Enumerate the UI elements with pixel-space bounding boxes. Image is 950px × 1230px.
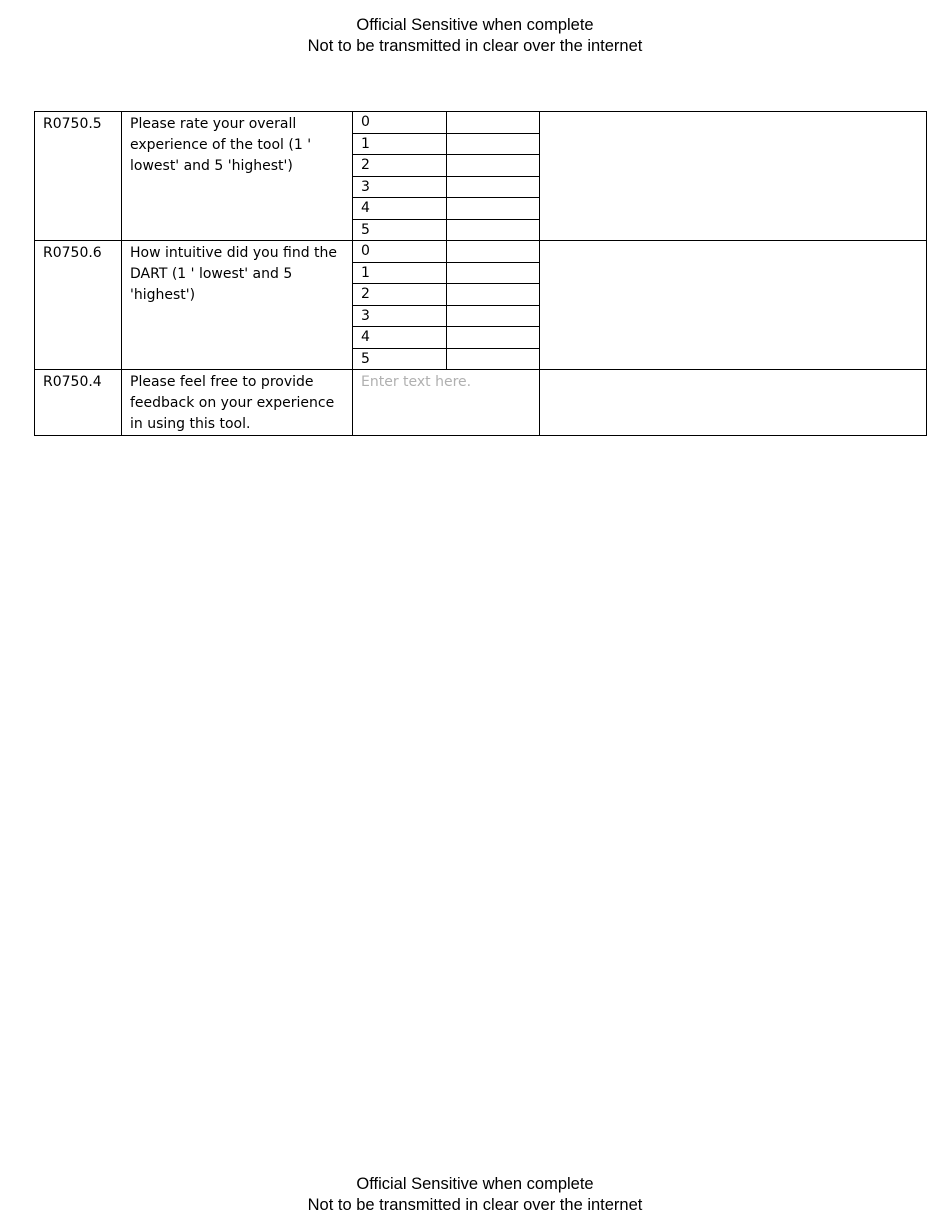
- rating-option[interactable]: [353, 327, 539, 349]
- footer-line-1: Official Sensitive when complete: [356, 1175, 594, 1193]
- rating-option-label: 3: [353, 305, 446, 327]
- rating-options: [353, 241, 540, 370]
- question-code: R0750.5: [35, 112, 122, 241]
- question-code: R0750.6: [35, 241, 122, 370]
- rating-option-checkbox[interactable]: [446, 241, 539, 262]
- rating-option[interactable]: [353, 348, 539, 369]
- rating-option-checkbox[interactable]: [446, 284, 539, 306]
- feedback-text-field[interactable]: Enter text here.: [353, 370, 540, 436]
- security-marking-header: [0, 15, 950, 57]
- question-text: Please rate your overall experience of the tool (1 ' lowest' and 5 'highest'): [122, 112, 353, 241]
- rating-option-label: 2: [353, 284, 446, 306]
- rating-option[interactable]: [353, 305, 539, 327]
- comment-cell[interactable]: [540, 241, 927, 370]
- rating-option-checkbox[interactable]: [446, 112, 539, 133]
- question-code: R0750.4: [35, 370, 122, 436]
- rating-option-label: 3: [353, 176, 446, 198]
- rating-option-label: 4: [353, 198, 446, 220]
- rating-option-checkbox[interactable]: [446, 262, 539, 284]
- rating-option-checkbox[interactable]: [446, 219, 539, 240]
- rating-option-checkbox[interactable]: [446, 133, 539, 155]
- rating-option-label: 0: [353, 112, 446, 133]
- comment-cell[interactable]: [540, 370, 927, 436]
- question-text: Please feel free to provide feedback on your experience in using this tool.: [122, 370, 353, 436]
- rating-option[interactable]: [353, 112, 539, 133]
- rating-option[interactable]: [353, 198, 539, 220]
- rating-option[interactable]: [353, 176, 539, 198]
- rating-option-label: 1: [353, 133, 446, 155]
- rating-option-label: 5: [361, 221, 370, 238]
- header-line-2: Not to be transmitted in clear over the internet: [307, 37, 643, 55]
- rating-option-label: 1: [353, 262, 446, 284]
- rating-option[interactable]: [353, 133, 539, 155]
- rating-option[interactable]: [353, 155, 539, 177]
- rating-option-label: 5: [361, 350, 370, 367]
- rating-option-label: 2: [353, 155, 446, 177]
- rating-option[interactable]: [353, 219, 539, 240]
- question-text: How intuitive did you find the DART (1 ' lowest' and 5 'highest'): [122, 241, 353, 370]
- rating-option-checkbox[interactable]: [446, 176, 539, 198]
- rating-option-checkbox[interactable]: [446, 327, 539, 349]
- rating-option-label: 4: [353, 327, 446, 349]
- rating-option-checkbox[interactable]: [446, 155, 539, 177]
- rating-option[interactable]: [353, 241, 539, 262]
- feedback-form-table: [34, 111, 927, 436]
- question-row-overall-experience: [35, 112, 927, 241]
- security-marking-footer: [0, 1174, 950, 1216]
- rating-option[interactable]: [353, 262, 539, 284]
- rating-option-checkbox[interactable]: [446, 348, 539, 369]
- footer-line-2: Not to be transmitted in clear over the internet: [307, 1196, 643, 1214]
- rating-option-checkbox[interactable]: [446, 305, 539, 327]
- question-row-intuitiveness: [35, 241, 927, 370]
- rating-options: [353, 112, 540, 241]
- rating-option-checkbox[interactable]: [446, 198, 539, 220]
- rating-option[interactable]: [353, 284, 539, 306]
- rating-option-label: 0: [353, 241, 446, 262]
- header-line-1: Official Sensitive when complete: [356, 16, 594, 34]
- comment-cell[interactable]: [540, 112, 927, 241]
- question-row-feedback: [35, 370, 927, 436]
